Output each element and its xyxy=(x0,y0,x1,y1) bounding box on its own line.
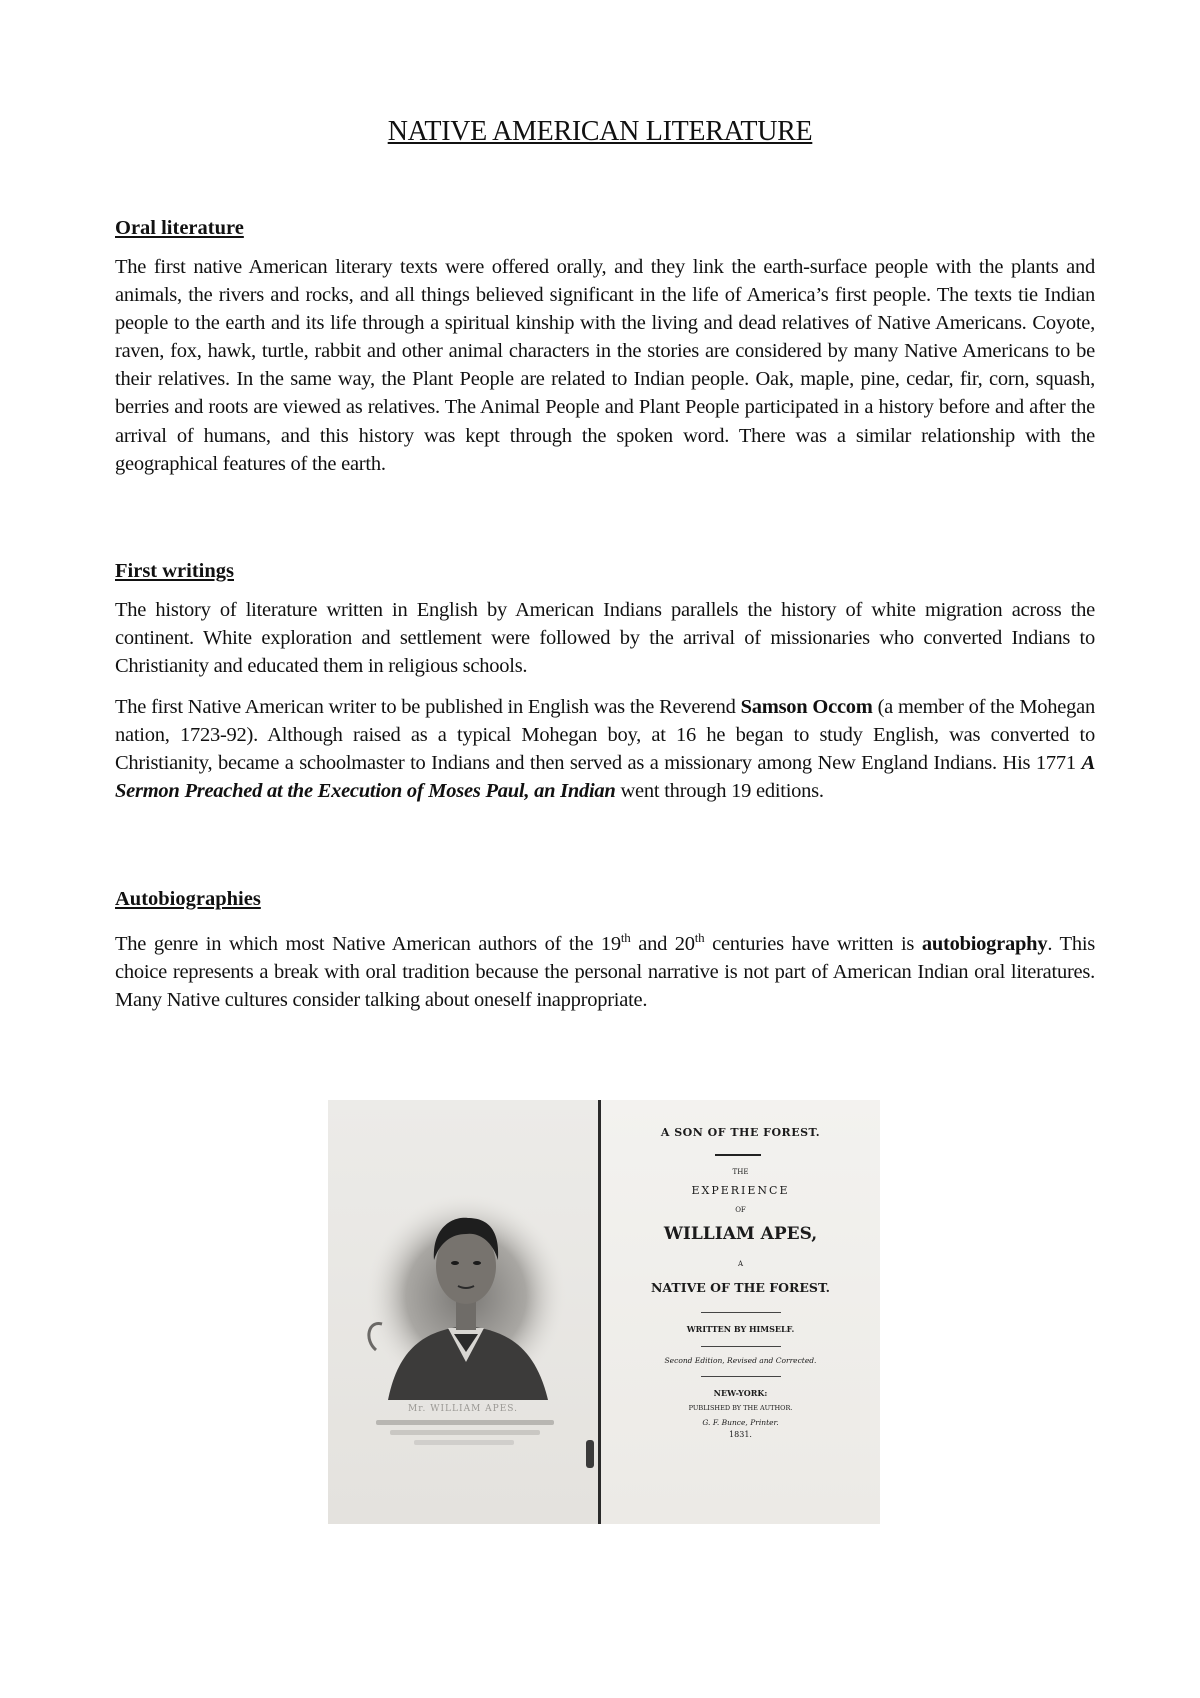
superscript-th: th xyxy=(694,930,705,946)
text-run: centuries have written is xyxy=(704,933,922,955)
section-heading-first-writings: First writings xyxy=(115,560,234,582)
plate-line: OF xyxy=(735,1206,746,1214)
plate-line: Second Edition, Revised and Corrected. xyxy=(664,1356,817,1365)
text-run: The first Native American writer to be published in English was the Reverend xyxy=(115,696,741,718)
divider-rule xyxy=(715,1154,761,1156)
paragraph-autobiographies xyxy=(115,930,1095,1014)
portrait-caption-line xyxy=(390,1430,540,1435)
plate-line: NATIVE OF THE FOREST. xyxy=(650,1280,831,1295)
text-run: went through 19 editions. xyxy=(615,780,824,803)
paragraph-first-writings-2 xyxy=(115,693,1095,805)
book-title-page-photo xyxy=(328,1100,880,1524)
plate-line: WRITTEN BY HIMSELF. xyxy=(686,1324,795,1334)
plate-line: A xyxy=(737,1260,744,1268)
plate-line: NEW-YORK: xyxy=(713,1388,768,1398)
text-run: (a member of the Mohegan nation, 1723-92). Although raised as a typical Mohegan boy, at 16 he began to study English, was converted to Christianity, became a schoolmaster to Indians and then served as a missionary among New England Indians. His 1771 xyxy=(115,696,1096,775)
plate-line: WILLIAM APES, xyxy=(663,1224,818,1244)
superscript-th: th xyxy=(620,930,631,946)
work-title-sermon: A Sermon Preached at the Execution of Moses Paul, an Indian xyxy=(115,752,1095,803)
portrait-caption-line xyxy=(414,1440,514,1445)
plate-line: THE xyxy=(732,1168,749,1176)
page-mark xyxy=(586,1440,594,1468)
author-name-samson-occom: Samson Occom xyxy=(740,696,873,718)
text-run: . This choice represents a break with oral tradition because the personal narrative is not part of American Indian oral literatures. Many Native cultures consider talking about oneself inappropriate. xyxy=(115,933,1095,1012)
portrait-caption: Mr. WILLIAM APES. xyxy=(408,1404,518,1414)
divider-rule xyxy=(701,1312,781,1313)
text-run: The genre in which most Native American authors of the 19 xyxy=(115,933,621,955)
divider-rule xyxy=(701,1376,781,1377)
page-title: NATIVE AMERICAN LITERATURE xyxy=(387,116,813,147)
paragraph-first-writings-1: The history of literature written in English by American Indians parallels the history of white migration across the continent. White exploration and settlement were followed by the arrival of missionaries who converted Indians to Christianity and educated them in religious schools. xyxy=(115,599,1095,678)
plate-line: PUBLISHED BY THE AUTHOR. xyxy=(688,1404,793,1412)
plate-line: 1831. xyxy=(729,1430,752,1439)
section-heading-autobiographies: Autobiographies xyxy=(115,888,261,910)
plate-line: EXPERIENCE xyxy=(691,1184,790,1197)
portrait-caption-line xyxy=(376,1420,554,1425)
section-heading-oral-literature: Oral literature xyxy=(115,217,244,239)
text-run: and 20 xyxy=(630,933,695,955)
paragraph-oral-literature: The first native American literary texts were offered orally, and they link the earth-surface people with the plants and animals, the rivers and rocks, and all things believed significant in the life of America’s first people. The texts tie Indian people to the earth and its life through a spiritual kinship with the living and dead relatives of Native Americans. Coyote, raven, fox, hawk, turtle, rabbit and other animal characters in the stories are considered by many Native Americans to be their relatives. In the same way, the Plant People are related to Indian people. Oak, maple, pine, cedar, fir, corn, squash, berries and roots are viewed as relatives. The Animal People and Plant People participated in a history before and after the arrival of humans, and this history was kept through the spoken word. There was a similar relationship with the geographical features of the earth. xyxy=(115,256,1095,475)
title-page-leaf xyxy=(601,1100,880,1524)
plate-line: A SON OF THE FOREST. xyxy=(660,1126,821,1139)
divider-rule xyxy=(701,1346,781,1347)
portrait-engraving xyxy=(328,1100,598,1524)
plate-line: G. F. Bunce, Printer. xyxy=(702,1418,779,1427)
bold-term-autobiography: autobiography xyxy=(921,933,1048,955)
frontispiece-leaf xyxy=(328,1100,598,1524)
